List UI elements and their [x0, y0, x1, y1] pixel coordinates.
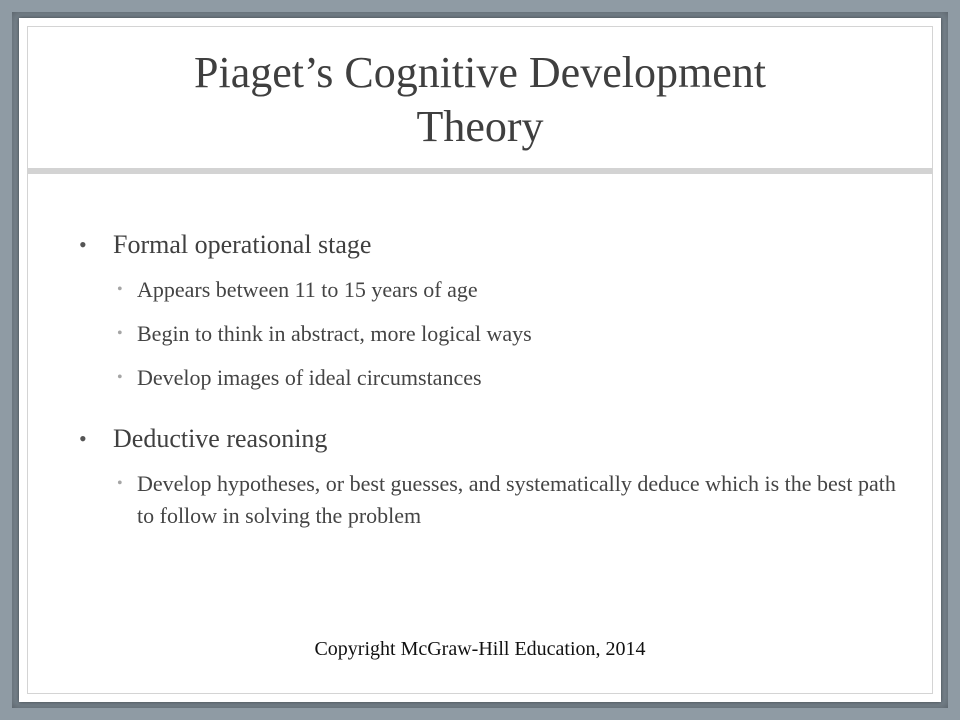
bullet-group-formal-operational [79, 228, 532, 394]
slide-title-line-2: Theory [416, 102, 544, 151]
sub-bullet-dot-icon: • [117, 475, 123, 492]
sub-bullet-dot-icon: • [117, 281, 123, 298]
bullet-text: Deductive reasoning [113, 424, 328, 453]
sub-bullet-text: Appears between 11 to 15 years of age [137, 277, 478, 302]
bullet-text: Formal operational stage [113, 230, 372, 259]
sub-bullet-text: Develop images of ideal circumstances [137, 365, 482, 390]
sub-bullet-text: Develop hypotheses, or best guesses, and systematically deduce which is the best path to follow in solving the problem [137, 471, 896, 528]
slide [19, 18, 941, 702]
sub-bullet-age-range [79, 274, 532, 306]
sub-bullet-dot-icon: • [117, 325, 123, 342]
bullet-dot-icon: • [79, 232, 87, 257]
sub-bullet-dot-icon: • [117, 369, 123, 386]
title-divider [27, 168, 933, 174]
sub-bullet-hypotheses [79, 468, 899, 532]
copyright-footer: Copyright McGraw-Hill Education, 2014 [314, 638, 646, 660]
sub-bullet-ideal-circumstances [79, 362, 532, 394]
slide-title [19, 46, 941, 154]
bullet-dot-icon: • [79, 426, 87, 451]
sub-bullet-text: Begin to think in abstract, more logical ways [137, 321, 532, 346]
slide-title-line-1: Piaget’s Cognitive Development [194, 48, 766, 97]
sub-bullet-abstract-thinking [79, 318, 532, 350]
bullet-formal-operational-stage [79, 228, 532, 262]
bullet-group-deductive-reasoning [79, 422, 899, 532]
bullet-deductive-reasoning [79, 422, 899, 456]
